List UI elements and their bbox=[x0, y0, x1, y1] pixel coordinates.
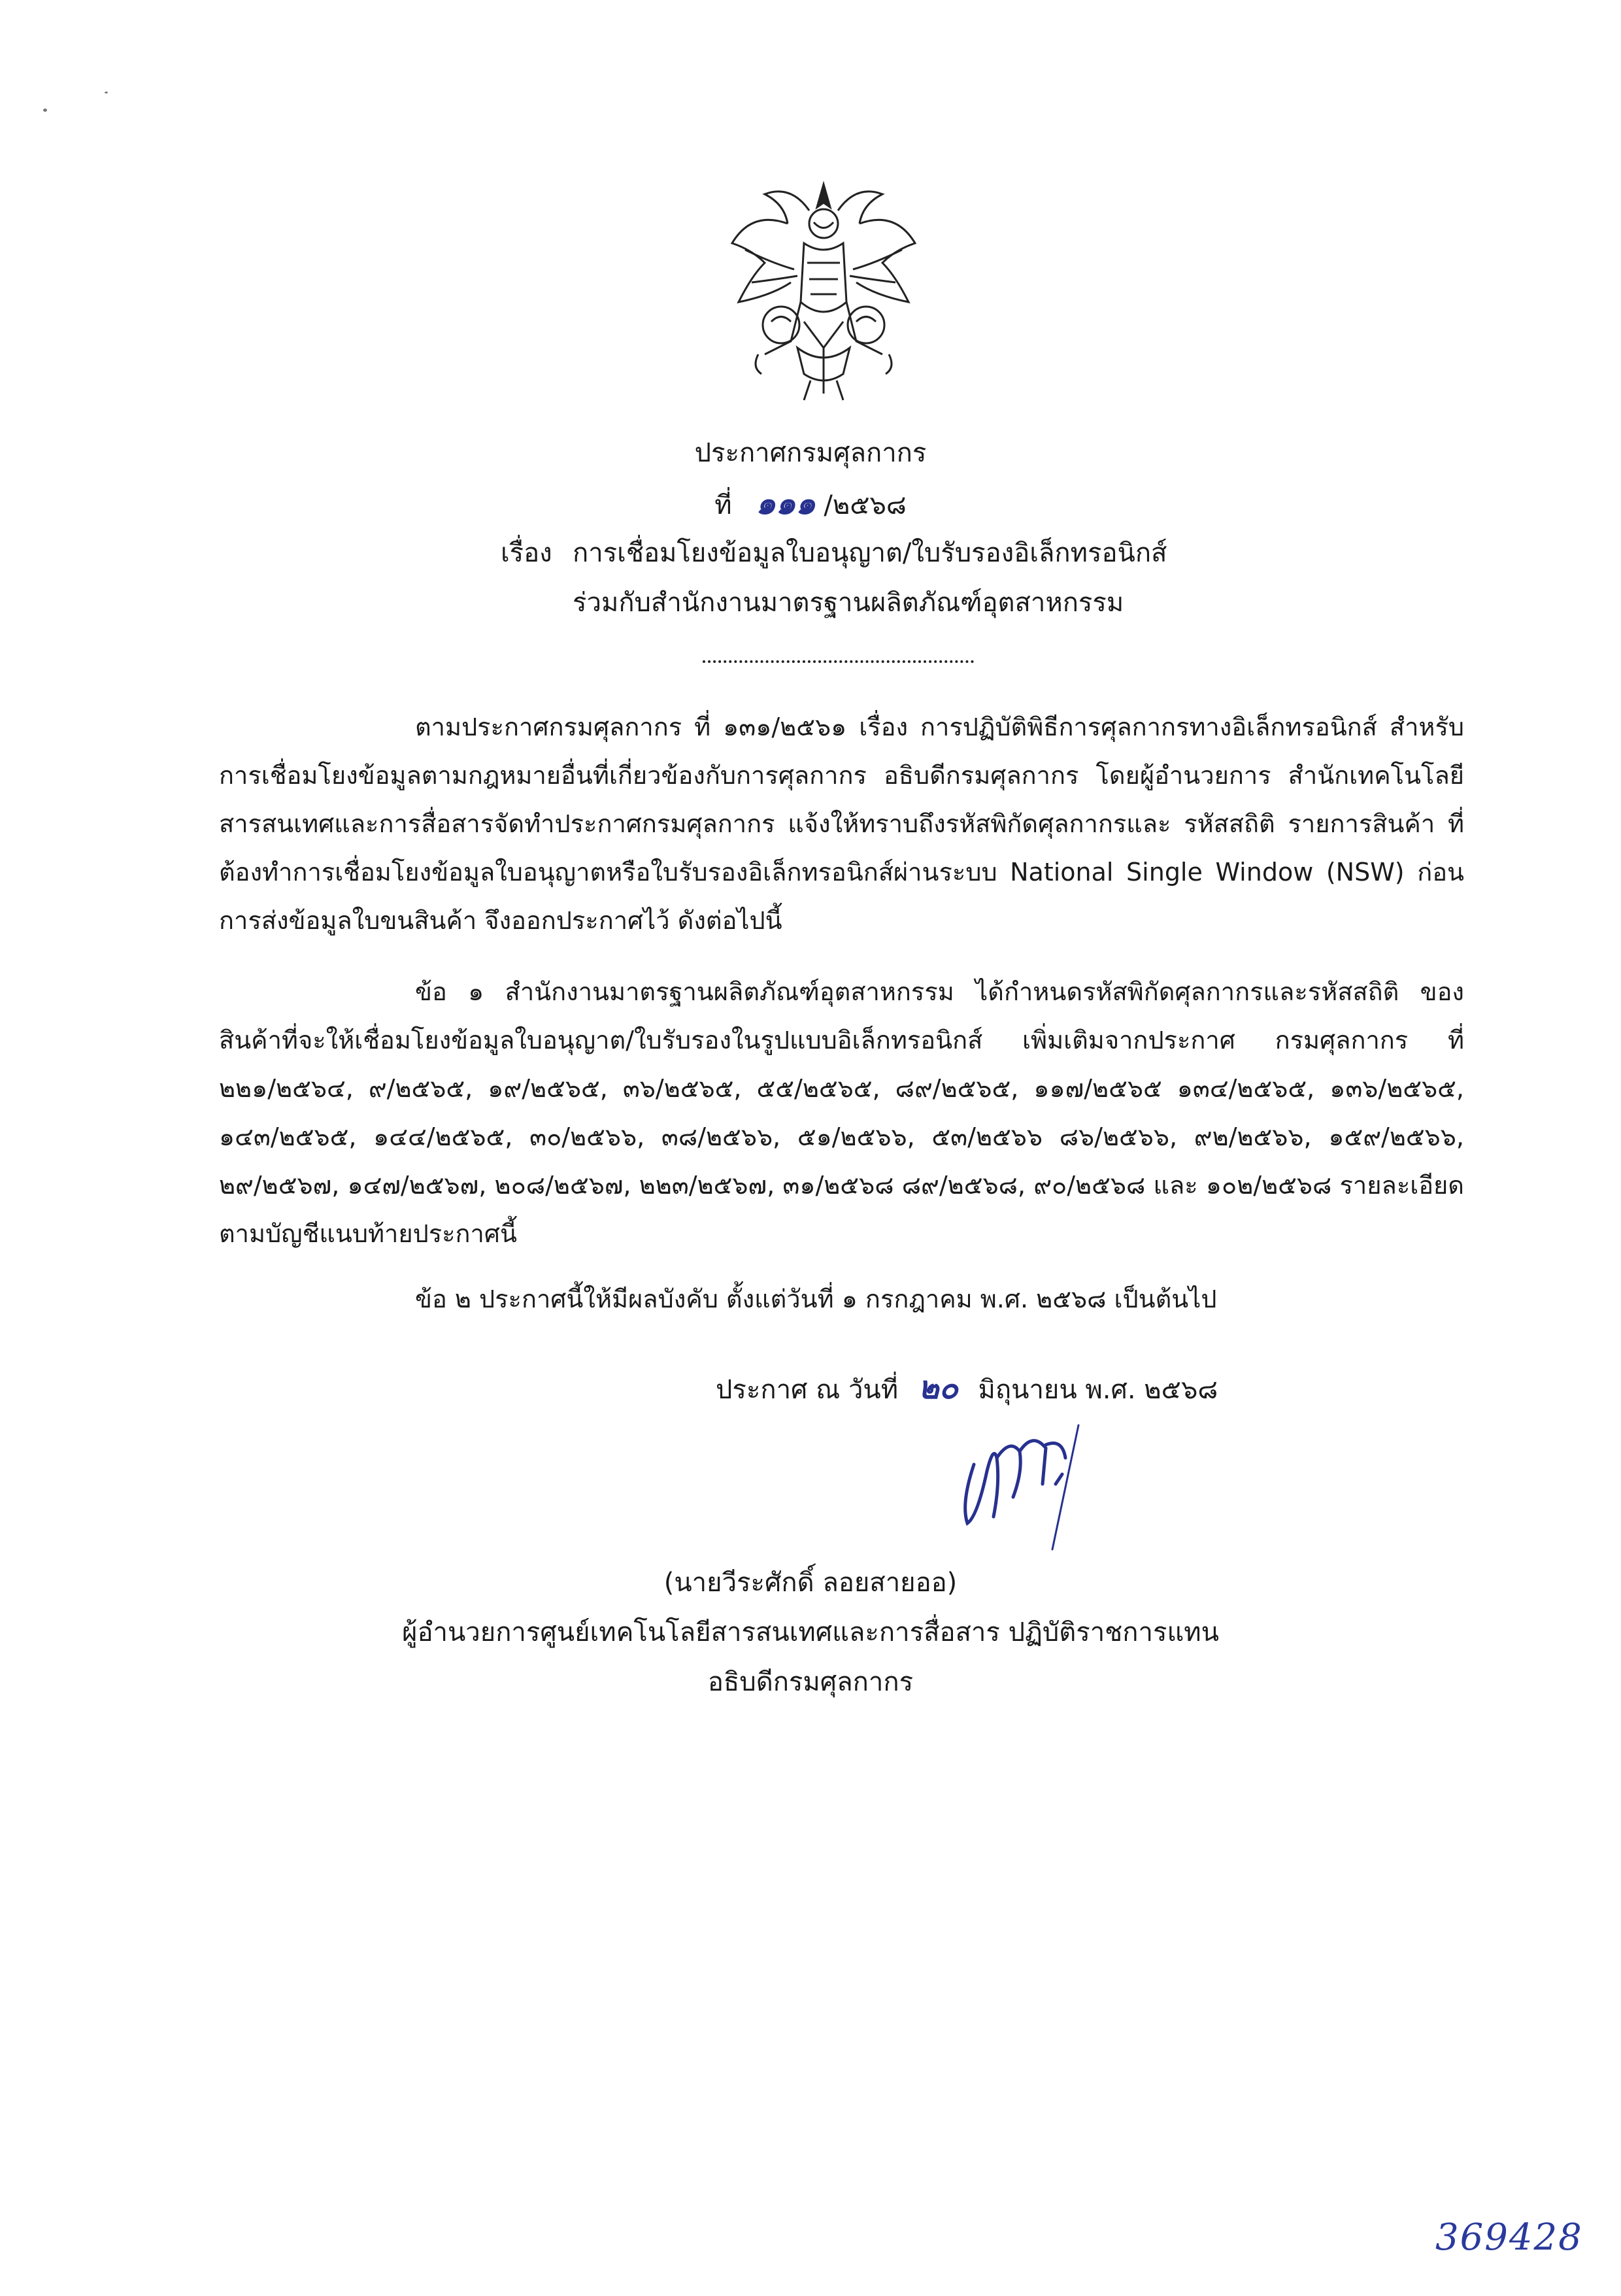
announcement-number bbox=[0, 479, 1621, 528]
announcement-title: ประกาศกรมศุลกากร bbox=[694, 438, 927, 468]
paragraph-clause-1 bbox=[219, 968, 1464, 1258]
number-prefix: ที่ bbox=[714, 490, 732, 520]
number-suffix: /๒๕๖๘ bbox=[824, 490, 907, 520]
date-suffix: มิถุนายน พ.ศ. ๒๕๖๘ bbox=[978, 1375, 1218, 1405]
subject-label: เรื่อง bbox=[501, 538, 552, 568]
paragraph-text: ข้อ ๑ สำนักงานมาตรฐานผลิตภัณฑ์อุตสาหกรรม ได้กำหนดรหัสพิกัดศุลกากรและรหัสสถิติ ของสินค้าที่จะให้เชื่อมโยงข้อมูลใบอนุญาต/ใบรับรองในรูปแบบอิเล็กทรอนิกส์ เพิ่มเติมจากประกาศ กรมศุลกากร ที่ ๒๒๑/๒๕๖๔, ๙/๒๕๖๕, ๑๙/๒๕๖๕, ๓๖/๒๕๖๕, ๕๕/๒๕๖๕, ๘๙/๒๕๖๕, ๑๑๗/๒๕๖๕ ๑๓๔/๒๕๖๕, ๑๓๖/๒๕๖๕, ๑๔๓/๒๕๖๕, ๑๔๔/๒๕๖๕, ๓๐/๒๕๖๖, ๓๘/๒๕๖๖, ๕๑/๒๕๖๖, ๕๓/๒๕๖๖ ๘๖/๒๕๖๖, ๙๒/๒๕๖๖, ๑๕๙/๒๕๖๖, ๒๙/๒๕๖๗, ๑๔๗/๒๕๖๗, ๒๐๘/๒๕๖๗, ๒๒๓/๒๕๖๗, ๓๑/๒๕๖๘ ๘๙/๒๕๖๘, ๙๐/๒๕๖๘ และ ๑๐๒/๒๕๖๘ รายละเอียดตามบัญชีแนบท้ายประกาศนี้ bbox=[219, 977, 1464, 1248]
signatory-organization: อธิบดีกรมศุลกากร bbox=[707, 1667, 914, 1697]
dotted-separator bbox=[703, 660, 974, 663]
paragraph-text: ข้อ ๒ ประกาศนี้ให้มีผลบังคับ ตั้งแต่วันที่ ๑ กรกฎาคม พ.ศ. ๒๕๖๘ เป็นต้นไป bbox=[415, 1285, 1217, 1313]
signatory-name: (นายวีระศักดิ์ ลอยสายออ) bbox=[663, 1568, 958, 1598]
paragraph-preamble bbox=[219, 703, 1464, 945]
scan-speck bbox=[43, 109, 47, 112]
handwritten-number: ๑๑๑ bbox=[756, 485, 816, 522]
garuda-emblem bbox=[726, 171, 922, 407]
subject-line-2: ร่วมกับสำนักงานมาตรฐานผลิตภัณฑ์อุตสาหกรรม bbox=[573, 588, 1124, 618]
handwritten-day: ๒๐ bbox=[918, 1370, 958, 1406]
date-prefix: ประกาศ ณ วันที่ bbox=[716, 1375, 899, 1405]
handwritten-signature bbox=[948, 1412, 1118, 1576]
subject-block bbox=[501, 528, 1167, 628]
paragraph-clause-2 bbox=[219, 1275, 1464, 1323]
announcement-date bbox=[716, 1363, 1218, 1413]
signatory-position: ผู้อำนวยการศูนย์เทคโนโลยีสารสนเทศและการสื่อสาร ปฏิบัติราชการแทน bbox=[402, 1617, 1219, 1647]
handwritten-stamp-number: 369428 bbox=[1435, 2216, 1583, 2259]
scan-speck bbox=[105, 92, 108, 93]
paragraph-text: ตามประกาศกรมศุลกากร ที่ ๑๓๑/๒๕๖๑ เรื่อง การปฏิบัติพิธีการศุลกากรทางอิเล็กทรอนิกส์ สำหรับการเชื่อมโยงข้อมูลตามกฎหมายอื่นที่เกี่ยวข้องกับการศุลกากร อธิบดีกรมศุลกากร โดยผู้อำนวยการ สำนักเทคโนโลยีสารสนเทศและการสื่อสารจัดทำประกาศกรมศุลกากร แจ้งให้ทราบถึงรหัสพิกัดศุลกากรและ รหัสสถิติ รายการสินค้า ที่ต้องทำการเชื่อมโยงข้อมูลใบอนุญาตหรือใบรับรองอิเล็กทรอนิกส์ผ่านระบบ National Single Window (NSW) ก่อนการส่งข้อมูลใบขนสินค้า จึงออกประกาศไว้ ดังต่อไปนี้ bbox=[219, 713, 1464, 935]
subject-line-1: การเชื่อมโยงข้อมูลใบอนุญาต/ใบรับรองอิเล็กทรอนิกส์ bbox=[573, 538, 1167, 568]
